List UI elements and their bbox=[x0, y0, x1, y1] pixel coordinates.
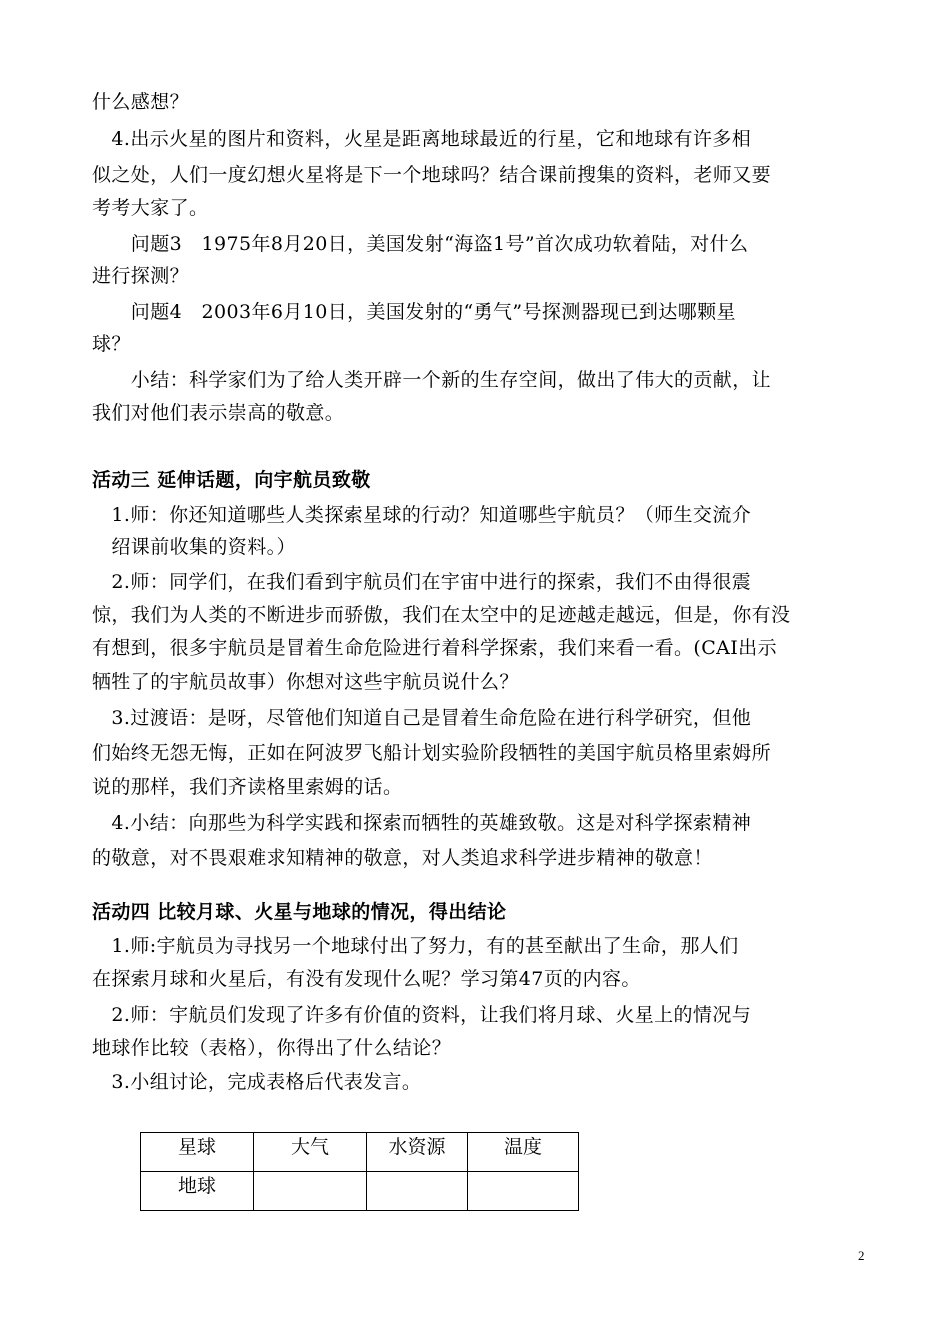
table-header-cell: 温度 bbox=[468, 1133, 579, 1172]
text-line: 在探索月球和火星后，有没有发现什么呢？学习第47页的内容。 bbox=[92, 968, 641, 990]
table-header-cell: 大气 bbox=[254, 1133, 367, 1172]
text-line: 们始终无怨无悔，正如在阿波罗飞船计划实验阶段牺牲的美国宇航员格里索姆所 bbox=[92, 742, 772, 764]
text-line: 有想到，很多宇航员是冒着生命危险进行着科学探索，我们来看一看。(CAI出示 bbox=[92, 637, 777, 659]
table-header-cell: 水资源 bbox=[367, 1133, 468, 1172]
text-line: 地球作比较（表格），你得出了什么结论？ bbox=[92, 1037, 452, 1059]
text-line: 问题4 2003年6月10日，美国发射的“勇气”号探测器现已到达哪颗星 bbox=[92, 301, 736, 323]
text-line: 1.师：你还知道哪些人类探索星球的行动？知道哪些宇航员？（师生交流介 bbox=[92, 504, 752, 526]
text-line: 牺牲了的宇航员故事）你想对这些宇航员说什么？ bbox=[92, 671, 519, 693]
text-line: 4.出示火星的图片和资料，火星是距离地球最近的行星，它和地球有许多相 bbox=[92, 128, 752, 150]
table-cell bbox=[367, 1172, 468, 1211]
text-line: 3.过渡语：是呀，尽管他们知道自己是冒着生命危险在进行科学研究，但他 bbox=[92, 707, 752, 729]
text-line: 进行探测？ bbox=[92, 265, 190, 287]
page-number: 2 bbox=[858, 1248, 865, 1263]
text-line: 的敬意，对不畏艰难求知精神的敬意，对人类追求科学进步精神的敬意！ bbox=[92, 847, 713, 869]
section-heading-activity-3: 活动三 延伸话题，向宇航员致敬 bbox=[92, 469, 371, 491]
section-heading-activity-4: 活动四 比较月球、火星与地球的情况，得出结论 bbox=[92, 901, 507, 923]
text-line: 考考大家了。 bbox=[92, 197, 209, 219]
text-line: 似之处，人们一度幻想火星将是下一个地球吗？结合课前搜集的资料，老师又要 bbox=[92, 164, 772, 186]
text-line: 2.师：宇航员们发现了许多有价值的资料，让我们将月球、火星上的情况与 bbox=[92, 1004, 752, 1026]
text-line: 1.师:宇航员为寻找另一个地球付出了努力，有的甚至献出了生命，那人们 bbox=[92, 935, 739, 957]
text-line: 3.小组讨论，完成表格后代表发言。 bbox=[92, 1071, 422, 1093]
text-line: 球？ bbox=[92, 333, 131, 355]
text-line: 什么感想？ bbox=[92, 91, 190, 113]
text-line: 我们对他们表示崇高的敬意。 bbox=[92, 402, 345, 424]
table-cell bbox=[468, 1172, 579, 1211]
table-header-cell: 星球 bbox=[141, 1133, 254, 1172]
text-line: 惊，我们为人类的不断进步而骄傲，我们在太空中的足迹越走越远，但是，你有没 bbox=[92, 604, 791, 626]
comparison-table bbox=[140, 1132, 579, 1211]
table-cell bbox=[254, 1172, 367, 1211]
table-cell: 地球 bbox=[141, 1172, 254, 1211]
text-line: 绍课前收集的资料。） bbox=[92, 536, 296, 558]
text-line: 小结：科学家们为了给人类开辟一个新的生存空间，做出了伟大的贡献，让 bbox=[92, 369, 772, 391]
text-line: 4.小结：向那些为科学实践和探索而牺牲的英雄致敬。这是对科学探索精神 bbox=[92, 812, 752, 834]
text-line: 问题3 1975年8月20日，美国发射“海盗1号”首次成功软着陆，对什么 bbox=[92, 233, 749, 255]
table-row bbox=[141, 1172, 579, 1211]
table-header-row bbox=[141, 1133, 579, 1172]
text-line: 说的那样，我们齐读格里索姆的话。 bbox=[92, 776, 403, 798]
text-line: 2.师：同学们，在我们看到宇航员们在宇宙中进行的探索，我们不由得很震 bbox=[92, 571, 752, 593]
